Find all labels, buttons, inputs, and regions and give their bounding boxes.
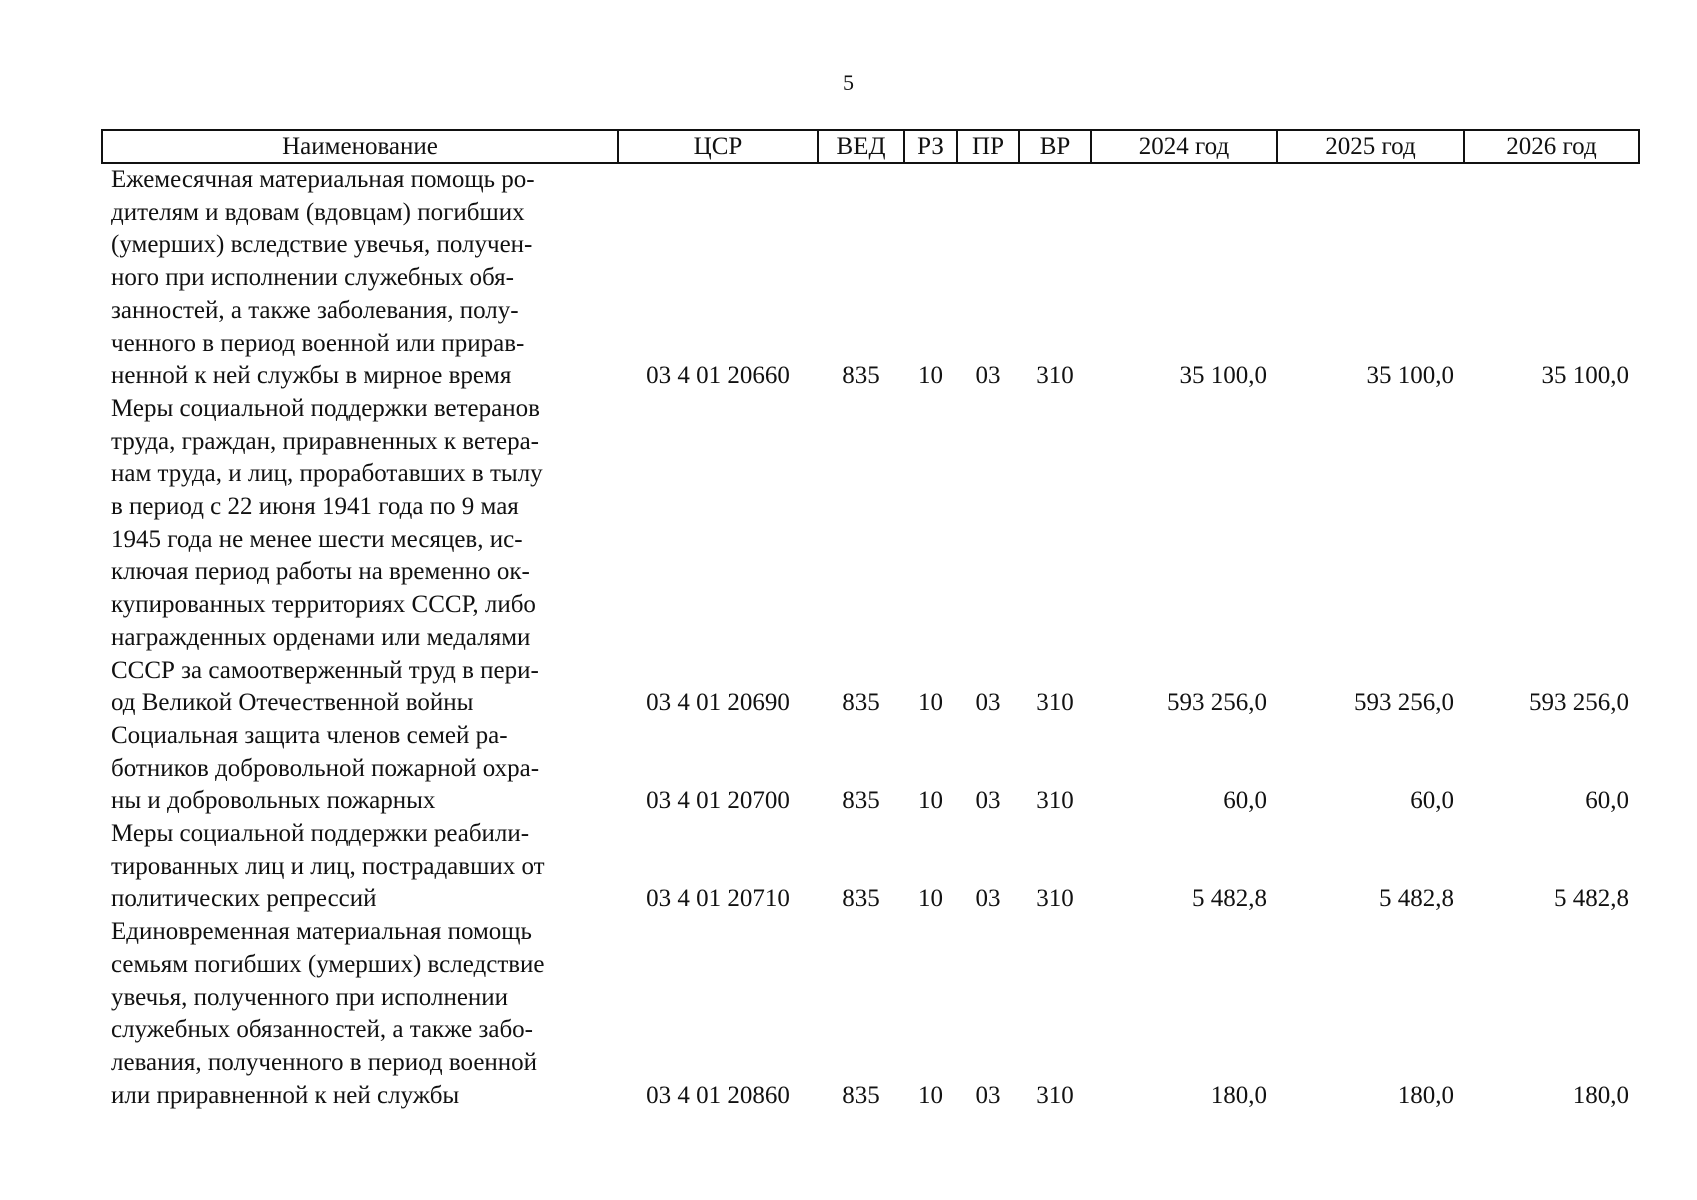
header-2024: 2024 год: [1091, 130, 1277, 163]
cell-ved: 835: [842, 787, 880, 815]
name-line: ного при исполнении служебных обя-: [111, 264, 514, 292]
name-line: ненной к ней службы в мирное время: [111, 362, 512, 390]
name-line: левания, полученного в период военной: [111, 1048, 538, 1076]
name-line: Меры социальной поддержки реабили-: [111, 820, 530, 848]
cell-csr: 03 4 01 20710: [646, 885, 790, 913]
cell-name: [102, 393, 618, 720]
table-row: [102, 163, 1639, 393]
cell-pr: 03: [975, 1081, 1001, 1109]
name-line: увечья, полученного при исполнении: [111, 983, 509, 1011]
name-line: купированных территориях СССР, либо: [111, 591, 536, 619]
header-2026: 2026 год: [1464, 130, 1639, 163]
header-name: Наименование: [102, 130, 618, 163]
cell-2024: 180,0: [1210, 1081, 1267, 1109]
cell-csr: 03 4 01 20860: [646, 1081, 790, 1109]
cell-2025: 35 100,0: [1366, 362, 1454, 390]
name-line: СССР за самоотверженный труд в пери-: [111, 656, 539, 684]
header-2025: 2025 год: [1277, 130, 1464, 163]
cell-csr: 03 4 01 20690: [646, 689, 790, 717]
name-line: Единовременная материальная помощь: [111, 918, 532, 946]
cell-name: [102, 720, 618, 818]
cell-csr: 03 4 01 20660: [646, 362, 790, 390]
cell-pr: 03: [975, 885, 1001, 913]
table-row: [102, 818, 1639, 916]
header-pr: ПР: [957, 130, 1019, 163]
cell-pr: 03: [975, 787, 1001, 815]
name-line: занностей, а также заболевания, полу-: [111, 296, 519, 324]
name-line: или приравненной к ней службы: [111, 1081, 460, 1109]
header-csr: ЦСР: [618, 130, 818, 163]
cell-name: [102, 818, 618, 916]
cell-pr: 03: [975, 362, 1001, 390]
cell-vr: 310: [1036, 689, 1074, 717]
header-ved: ВЕД: [818, 130, 904, 163]
name-line: награжденных орденами или медалями: [111, 623, 531, 651]
cell-ved: 835: [842, 362, 880, 390]
name-line: ботников добровольной пожарной охра-: [111, 754, 540, 782]
name-line: Социальная защита членов семей ра-: [111, 721, 508, 749]
cell-vr: 310: [1036, 362, 1074, 390]
header-row: [102, 130, 1639, 163]
cell-rz: 10: [918, 885, 943, 913]
cell-rz: 10: [918, 689, 943, 717]
table-row: [102, 720, 1639, 818]
cell-2024: 60,0: [1223, 787, 1267, 815]
cell-rz: 10: [918, 787, 943, 815]
name-line: од Великой Отечественной войны: [111, 689, 474, 717]
name-line: нам труда, и лиц, проработавших в тылу: [111, 460, 543, 488]
cell-2025: 60,0: [1410, 787, 1454, 815]
cell-2024: 35 100,0: [1179, 362, 1267, 390]
cell-2024: 593 256,0: [1167, 689, 1267, 717]
name-line: труда, граждан, приравненных к ветера-: [111, 427, 539, 455]
name-line: (умерших) вследствие увечья, получен-: [111, 231, 533, 259]
header-rz: РЗ: [904, 130, 957, 163]
table-row: [102, 393, 1639, 720]
name-line: служебных обязанностей, а также забо-: [111, 1016, 533, 1044]
header-vr: ВР: [1019, 130, 1091, 163]
name-line: дителям и вдовам (вдовцам) погибших: [111, 198, 525, 226]
name-line: политических репрессий: [111, 885, 377, 913]
cell-rz: 10: [918, 1081, 943, 1109]
cell-2026: 60,0: [1585, 787, 1629, 815]
cell-name: [102, 163, 618, 393]
budget-table: [101, 129, 1640, 1112]
cell-vr: 310: [1036, 1081, 1074, 1109]
cell-name: [102, 916, 618, 1112]
cell-2026: 180,0: [1572, 1081, 1629, 1109]
name-line: тированных лиц и лиц, пострадавших от: [111, 852, 545, 880]
page-number: 5: [843, 70, 854, 95]
cell-2025: 593 256,0: [1354, 689, 1454, 717]
cell-2024: 5 482,8: [1192, 885, 1267, 913]
cell-ved: 835: [842, 1081, 880, 1109]
table-body: [102, 163, 1639, 1112]
name-line: Меры социальной поддержки ветеранов: [111, 394, 540, 422]
cell-2026: 5 482,8: [1554, 885, 1629, 913]
name-line: ны и добровольных пожарных: [111, 787, 436, 815]
cell-rz: 10: [918, 362, 943, 390]
cell-2025: 180,0: [1397, 1081, 1454, 1109]
name-line: в период с 22 июня 1941 года по 9 мая: [111, 493, 519, 521]
name-line: ченного в период военной или прирав-: [111, 329, 525, 357]
table-header: [102, 130, 1639, 163]
cell-2026: 35 100,0: [1541, 362, 1629, 390]
cell-pr: 03: [975, 689, 1001, 717]
cell-2026: 593 256,0: [1529, 689, 1629, 717]
cell-vr: 310: [1036, 885, 1074, 913]
name-line: семьям погибших (умерших) вследствие: [111, 950, 545, 978]
name-line: Ежемесячная материальная помощь ро-: [111, 166, 535, 193]
cell-2025: 5 482,8: [1379, 885, 1454, 913]
cell-ved: 835: [842, 885, 880, 913]
name-line: 1945 года не менее шести месяцев, ис-: [111, 525, 523, 553]
table-row: [102, 916, 1639, 1112]
cell-ved: 835: [842, 689, 880, 717]
cell-vr: 310: [1036, 787, 1074, 815]
name-line: ключая период работы на временно ок-: [111, 558, 530, 586]
cell-csr: 03 4 01 20700: [646, 787, 790, 815]
